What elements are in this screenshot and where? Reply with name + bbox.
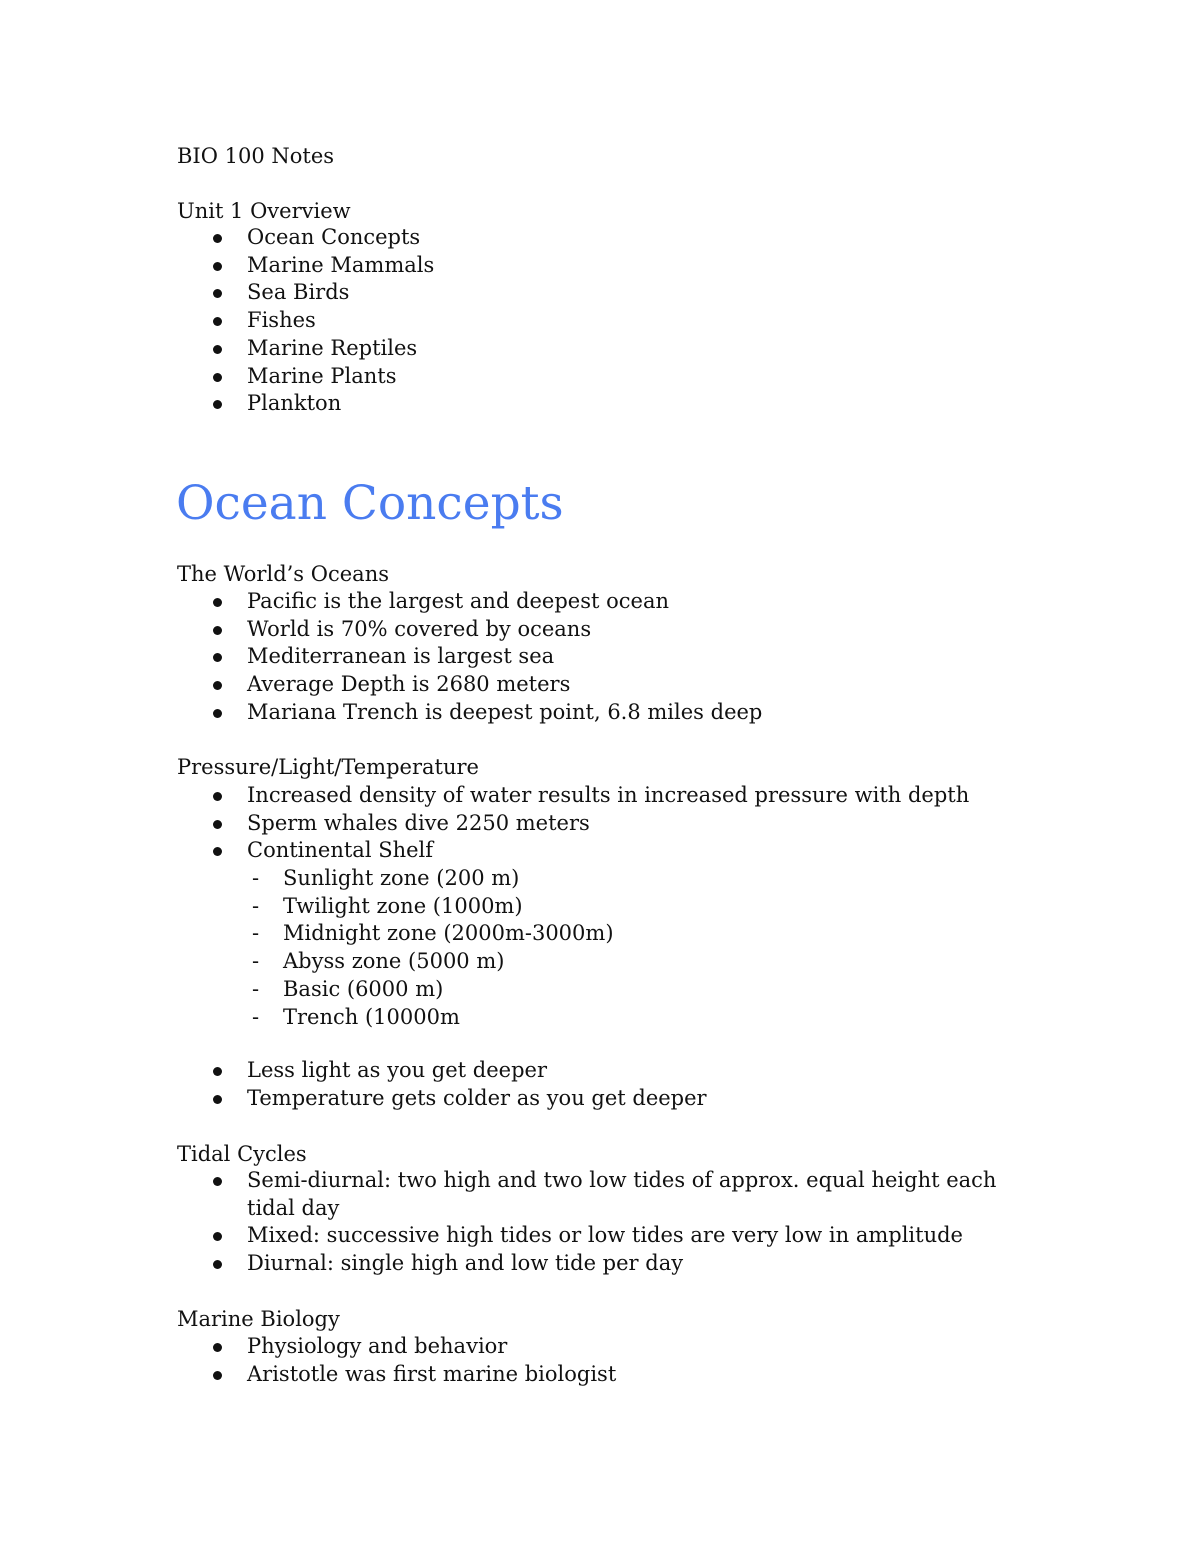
- bullet-icon: [213, 598, 222, 607]
- bullet-icon: [213, 681, 222, 690]
- bullet-icon: [213, 709, 222, 718]
- dash-marker: -: [252, 976, 260, 1001]
- bullet-icon: [213, 792, 222, 801]
- list-item: - Abyss zone (5000 m): [0, 948, 614, 976]
- dash-marker: -: [252, 1004, 260, 1029]
- bullet-icon: [213, 1177, 222, 1186]
- list-item: Mediterranean is largest sea: [0, 643, 762, 671]
- list-item: Marine Mammals: [0, 252, 434, 280]
- list-item: Less light as you get deeper: [0, 1057, 707, 1085]
- list-item: Increased density of water results in increased pressure with depth: [0, 782, 969, 810]
- list-item: Marine Reptiles: [0, 335, 434, 363]
- bullet-icon: [213, 289, 222, 298]
- bullet-icon: [213, 1260, 222, 1269]
- list-item: Semi-diurnal: two high and two low tides of approx. equal height each tidal day: [0, 1167, 1007, 1222]
- list-item: Marine Plants: [0, 363, 434, 391]
- list-item: - Basic (6000 m): [0, 976, 614, 1004]
- worlds-oceans-list: [0, 588, 762, 727]
- dash-marker: -: [252, 866, 260, 890]
- list-item: Sea Birds: [0, 279, 434, 307]
- list-item: Mixed: successive high tides or low tides are very low in amplitude: [0, 1222, 1007, 1250]
- list-item: - Trench (10000m: [0, 1004, 614, 1032]
- bullet-icon: [213, 1371, 222, 1380]
- list-item: Fishes: [0, 307, 434, 335]
- dash-marker: -: [252, 921, 260, 946]
- bullet-icon: [213, 345, 222, 354]
- tidal-list: [0, 1167, 1007, 1278]
- marine-biology-list: [0, 1333, 616, 1388]
- marine-biology-heading: Marine Biology: [177, 1307, 340, 1331]
- bullet-icon: [213, 847, 222, 856]
- dash-marker: -: [252, 893, 260, 918]
- list-item: Average Depth is 2680 meters: [0, 671, 762, 699]
- list-item: Ocean Concepts: [0, 224, 434, 252]
- list-item: Continental Shelf: [0, 837, 969, 865]
- bullet-icon: [213, 317, 222, 326]
- list-item: World is 70% covered by oceans: [0, 616, 762, 644]
- dash-marker: -: [252, 949, 260, 974]
- bullet-icon: [213, 1067, 222, 1076]
- overview-list: [0, 224, 434, 418]
- list-item: - Midnight zone (2000m-3000m): [0, 920, 614, 948]
- overview-heading: Unit 1 Overview: [177, 199, 351, 223]
- bullet-icon: [213, 626, 222, 635]
- list-item: - Sunlight zone (200 m): [0, 865, 614, 893]
- zones-list: [0, 865, 614, 1031]
- list-item: Diurnal: single high and low tide per day: [0, 1250, 1007, 1278]
- list-item: Sperm whales dive 2250 meters: [0, 810, 969, 838]
- list-item: Pacific is the largest and deepest ocean: [0, 588, 762, 616]
- ocean-concepts-heading: Ocean Concepts: [176, 476, 564, 531]
- pressure-list: [0, 782, 969, 865]
- bullet-icon: [213, 373, 222, 382]
- worlds-oceans-heading: The World’s Oceans: [177, 562, 389, 586]
- bullet-icon: [213, 1232, 222, 1241]
- tidal-heading: Tidal Cycles: [177, 1142, 307, 1166]
- list-item: - Twilight zone (1000m): [0, 893, 614, 921]
- bullet-icon: [213, 820, 222, 829]
- bullet-icon: [213, 262, 222, 271]
- document-title: BIO 100 Notes: [177, 144, 335, 168]
- bullet-icon: [213, 234, 222, 243]
- pressure-heading: Pressure/Light/Temperature: [177, 755, 479, 779]
- list-item: Mariana Trench is deepest point, 6.8 miles deep: [0, 699, 762, 727]
- list-item: Aristotle was first marine biologist: [0, 1361, 616, 1389]
- bullet-icon: [213, 653, 222, 662]
- bullet-icon: [213, 1343, 222, 1352]
- list-item: Plankton: [0, 390, 434, 418]
- list-item: Temperature gets colder as you get deeper: [0, 1085, 707, 1113]
- bullet-icon: [213, 400, 222, 409]
- pressure-more-list: [0, 1057, 707, 1112]
- bullet-icon: [213, 1095, 222, 1104]
- list-item: Physiology and behavior: [0, 1333, 616, 1361]
